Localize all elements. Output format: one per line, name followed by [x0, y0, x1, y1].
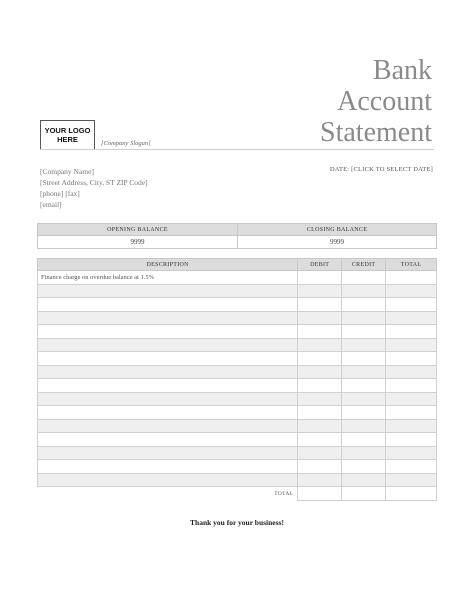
table-row	[38, 392, 437, 406]
credit-cell[interactable]	[342, 365, 386, 379]
total-cell[interactable]	[386, 298, 437, 312]
credit-cell[interactable]	[342, 433, 386, 447]
total-cell[interactable]	[386, 460, 437, 474]
description-cell[interactable]	[38, 284, 298, 298]
description-cell[interactable]	[38, 406, 298, 420]
logo-placeholder	[40, 120, 95, 150]
credit-cell[interactable]	[342, 446, 386, 460]
opening-balance-header: OPENING BALANCE	[38, 224, 238, 236]
table-row	[38, 379, 437, 393]
description-cell[interactable]	[38, 473, 298, 487]
table-row	[38, 284, 437, 298]
debit-cell[interactable]	[298, 473, 342, 487]
date-picker[interactable]: [CLICK TO SELECT DATE]	[351, 166, 433, 173]
total-cell[interactable]	[386, 419, 437, 433]
total-cell[interactable]	[386, 392, 437, 406]
company-email[interactable]: [email]	[40, 200, 62, 209]
credit-cell[interactable]	[342, 460, 386, 474]
credit-cell[interactable]	[342, 406, 386, 420]
credit-cell[interactable]	[342, 379, 386, 393]
debit-cell[interactable]	[298, 325, 342, 339]
total-cell[interactable]	[386, 325, 437, 339]
total-cell[interactable]	[386, 446, 437, 460]
description-header: DESCRIPTION	[38, 259, 298, 271]
total-cell[interactable]	[386, 379, 437, 393]
description-cell[interactable]	[38, 419, 298, 433]
total-cell[interactable]	[386, 352, 437, 366]
table-row	[38, 446, 437, 460]
total-cell[interactable]	[386, 271, 437, 285]
description-cell[interactable]	[38, 460, 298, 474]
company-info	[40, 166, 148, 210]
debit-cell[interactable]	[298, 460, 342, 474]
description-cell[interactable]	[38, 392, 298, 406]
table-row	[38, 325, 437, 339]
debit-header: DEBIT	[298, 259, 342, 271]
table-row	[38, 460, 437, 474]
debit-cell[interactable]	[298, 379, 342, 393]
table-row	[38, 406, 437, 420]
company-slogan[interactable]: [Company Slogan]	[101, 140, 151, 147]
total-value-cell[interactable]	[386, 487, 437, 501]
thank-you-note: Thank you for your business!	[190, 518, 284, 527]
table-row	[38, 352, 437, 366]
description-cell[interactable]	[38, 352, 298, 366]
total-cell[interactable]	[386, 473, 437, 487]
description-cell[interactable]	[38, 379, 298, 393]
debit-cell[interactable]	[298, 365, 342, 379]
credit-cell[interactable]	[342, 311, 386, 325]
debit-cell[interactable]	[298, 338, 342, 352]
table-row	[38, 419, 437, 433]
description-cell[interactable]	[38, 325, 298, 339]
description-cell[interactable]	[38, 338, 298, 352]
date-label: DATE:	[329, 166, 350, 173]
credit-header: CREDIT	[342, 259, 386, 271]
credit-cell[interactable]	[342, 352, 386, 366]
debit-cell[interactable]	[298, 352, 342, 366]
total-cell[interactable]	[386, 284, 437, 298]
credit-cell[interactable]	[342, 271, 386, 285]
logo-line-1: YOUR LOGO	[44, 126, 91, 135]
company-phone-fax[interactable]: [phone] [fax]	[40, 189, 80, 198]
total-cell[interactable]	[386, 433, 437, 447]
debit-cell[interactable]	[298, 311, 342, 325]
total-cell[interactable]	[386, 406, 437, 420]
table-row	[38, 311, 437, 325]
credit-cell[interactable]	[342, 473, 386, 487]
debit-cell[interactable]	[298, 406, 342, 420]
closing-balance-value[interactable]: 9999	[238, 236, 437, 249]
debit-cell[interactable]	[298, 433, 342, 447]
credit-cell[interactable]	[342, 298, 386, 312]
description-cell[interactable]	[38, 365, 298, 379]
total-cell[interactable]	[386, 338, 437, 352]
debit-cell[interactable]	[298, 419, 342, 433]
table-row	[38, 338, 437, 352]
description-cell[interactable]	[38, 298, 298, 312]
statement-title	[320, 55, 432, 148]
credit-cell[interactable]	[342, 419, 386, 433]
credit-cell[interactable]	[342, 338, 386, 352]
description-cell[interactable]: Finance charge on overdue balance at 1.5%	[38, 271, 298, 285]
debit-cell[interactable]	[298, 446, 342, 460]
debit-cell[interactable]	[298, 392, 342, 406]
header-divider	[40, 149, 434, 150]
description-cell[interactable]	[38, 433, 298, 447]
debit-cell[interactable]	[298, 284, 342, 298]
logo-line-2: HERE	[57, 135, 78, 144]
title-line-3: Statement	[320, 117, 432, 148]
table-row	[38, 271, 437, 285]
debit-cell[interactable]	[298, 298, 342, 312]
total-debit-cell[interactable]	[298, 487, 342, 501]
opening-balance-value[interactable]: 9999	[38, 236, 238, 249]
title-line-2: Account	[337, 86, 432, 117]
debit-cell[interactable]	[298, 271, 342, 285]
table-row	[38, 298, 437, 312]
credit-cell[interactable]	[342, 325, 386, 339]
balance-table	[37, 223, 437, 249]
credit-cell[interactable]	[342, 392, 386, 406]
total-label: TOTAL	[38, 487, 298, 501]
transactions-table	[37, 258, 437, 501]
table-row	[38, 433, 437, 447]
credit-cell[interactable]	[342, 284, 386, 298]
date-field	[330, 166, 433, 173]
total-cell[interactable]	[386, 365, 437, 379]
description-cell[interactable]	[38, 311, 298, 325]
closing-balance-header: CLOSING BALANCE	[238, 224, 437, 236]
table-row	[38, 473, 437, 487]
company-address[interactable]: [Street Address, City, ST ZIP Code]	[40, 178, 148, 187]
table-row	[38, 365, 437, 379]
total-cell[interactable]	[386, 311, 437, 325]
total-header: TOTAL	[386, 259, 437, 271]
description-cell[interactable]	[38, 446, 298, 460]
total-credit-cell[interactable]	[342, 487, 386, 501]
title-line-1: Bank	[372, 55, 432, 86]
company-name[interactable]: [Company Name]	[40, 167, 94, 176]
